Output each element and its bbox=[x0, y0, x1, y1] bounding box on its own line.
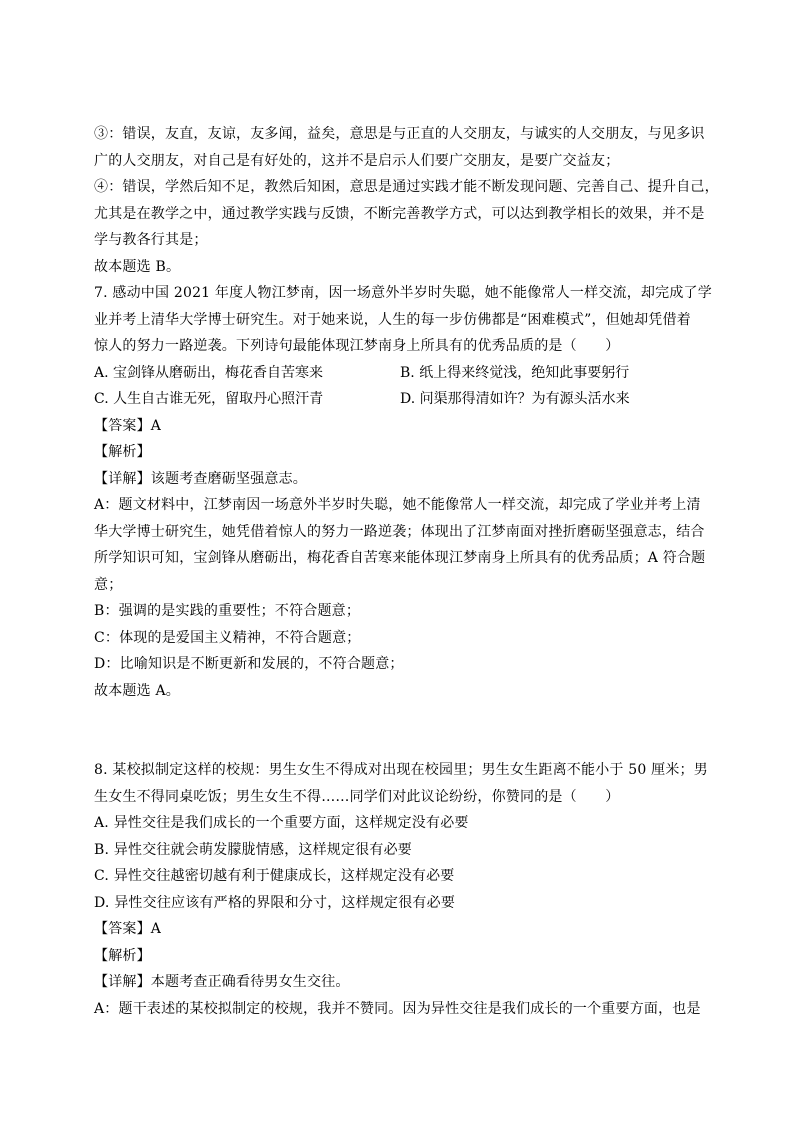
text-line: 广的人交朋友，对自己是有好处的，这并不是启示人们要广交朋友，是要广交益友； bbox=[94, 152, 620, 169]
question-7 bbox=[94, 280, 712, 704]
detail-line: 【详解】本题考查正确看待男女生交往。 bbox=[94, 974, 350, 990]
question-stem-line: 惊人的努力一路逆袭。下列诗句最能体现江梦南身上所具有的优秀品质的是（ ） bbox=[94, 338, 620, 354]
question-stem-line: 业并考上清华大学博士研究生。对于她来说，人生的每一步仿佛都是“困难模式”，但她却凭借着 bbox=[94, 311, 691, 328]
text-line: 尤其是在教学之中，通过教学实践与反馈，不断完善教学方式，可以达到教学相长的效果，并不是 bbox=[94, 205, 705, 222]
question-stem-line: 8. 某校拟制定这样的校规：男生女生不得成对出现在校园里；男生女生距离不能小于 50 厘米；男 bbox=[94, 762, 708, 778]
previous-answer-explanation bbox=[94, 121, 719, 280]
analysis-label: 【解析】 bbox=[94, 444, 151, 460]
option-b: B. 纸上得来终觉浅，绝知此事要躬行 bbox=[400, 364, 630, 381]
option-a: A. 异性交往是我们成长的一个重要方面，这样规定没有必要 bbox=[94, 815, 469, 831]
detail-line: D：比喻知识是不断更新和发展的，不符合题意； bbox=[94, 656, 404, 672]
text-line: ④：错误，学然后知不足，教然后知困，意思是通过实践才能不断发现问题、完善自己、提升自己， bbox=[94, 179, 719, 195]
option-d: D. 异性交往应该有严格的界限和分寸，这样规定很有必要 bbox=[94, 894, 456, 911]
text-line: ③：错误，友直，友谅，友多闻，益矣，意思是与正直的人交朋友，与诚实的人交朋友，与见多识 bbox=[94, 126, 705, 142]
detail-line: B：强调的是实践的重要性；不符合题意； bbox=[94, 603, 361, 619]
spacer bbox=[94, 704, 706, 757]
detail-line: C：体现的是爱国主义精神，不符合题意； bbox=[94, 629, 361, 646]
answer-label: 【答案】A bbox=[94, 921, 162, 937]
option-row bbox=[94, 360, 706, 387]
option-c: C. 人生自古谁无死，留取丹心照汗青 bbox=[94, 391, 324, 407]
detail-line: 所学知识可知，宝剑锋从磨砺出，梅花香自苦寒来能体现江梦南身上所具有的优秀品质；A 符合题 bbox=[94, 550, 706, 566]
text-line: 故本题选 B。 bbox=[94, 258, 181, 275]
option-d: D. 问渠那得清如许？为有源头活水来 bbox=[400, 391, 630, 407]
option-b: B. 异性交往就会萌发朦胧情感，这样规定很有必要 bbox=[94, 841, 412, 858]
document-page bbox=[94, 121, 719, 1022]
answer-label: 【答案】A bbox=[94, 417, 162, 434]
analysis-label: 【解析】 bbox=[94, 947, 151, 964]
detail-line: 华大学博士研究生，她凭借着惊人的努力一路逆袭；体现出了江梦南面对挫折磨砺坚强意志，结合 bbox=[94, 523, 705, 540]
option-c: C. 异性交往越密切越有利于健康成长，这样规定没有必要 bbox=[94, 868, 455, 884]
question-stem-line: 7. 感动中国 2021 年度人物江梦南，因一场意外半岁时失聪，她不能像常人一样交流，却完成了学 bbox=[94, 285, 712, 301]
text-line: 学与教各行其是； bbox=[94, 232, 208, 248]
option-row bbox=[94, 386, 706, 413]
question-8 bbox=[94, 757, 706, 1022]
question-stem-line: 生女生不得同桌吃饭；男生女生不得……同学们对此议论纷纷，你赞同的是（ ） bbox=[94, 788, 620, 805]
detail-line: 故本题选 A。 bbox=[94, 682, 180, 699]
detail-line: 【详解】该题考查磨砺坚强意志。 bbox=[94, 470, 307, 487]
detail-line: A：题干表述的某校拟制定的校规，我并不赞同。因为异性交往是我们成长的一个重要方面，也是 bbox=[94, 1000, 701, 1017]
option-a: A. 宝剑锋从磨砺出，梅花香自苦寒来 bbox=[94, 364, 324, 381]
detail-line: A：题文材料中，江梦南因一场意外半岁时失聪，她不能像常人一样交流，却完成了学业并考上清 bbox=[94, 497, 701, 513]
detail-line: 意； bbox=[94, 576, 123, 593]
